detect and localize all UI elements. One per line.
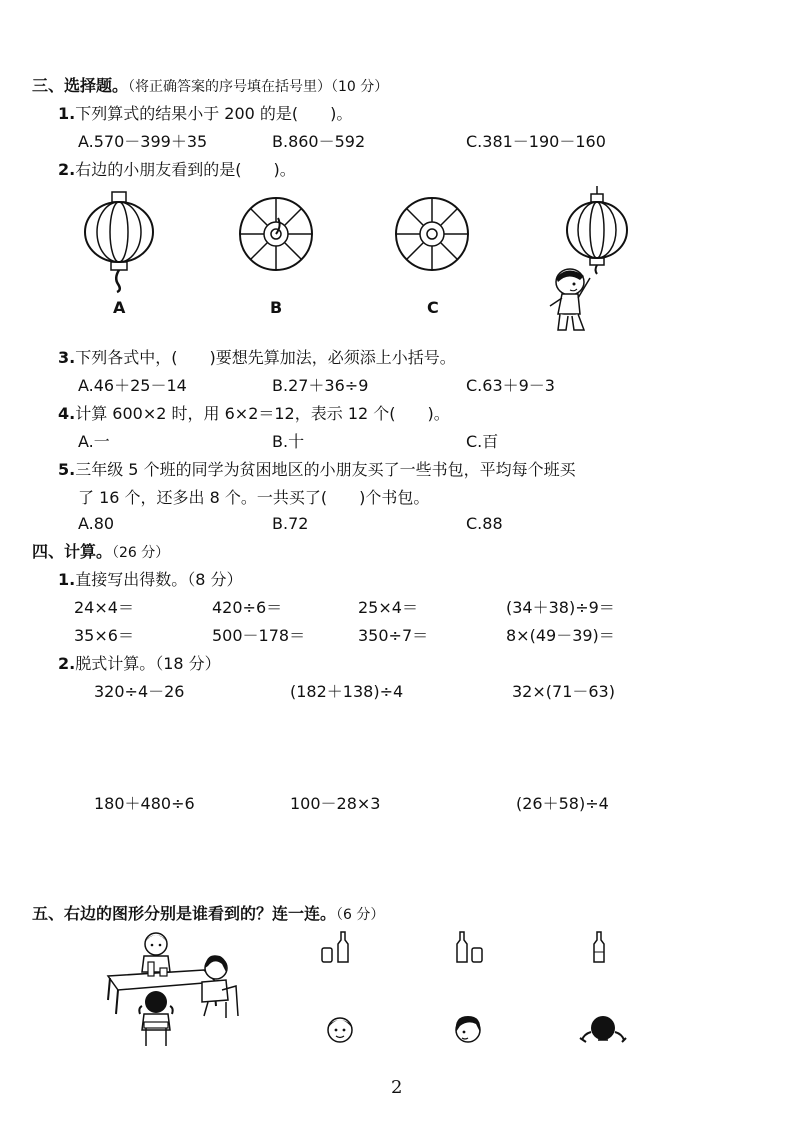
p1-item: 500－178＝ [212, 626, 306, 645]
girl-head-side [452, 1012, 484, 1046]
p2-item: 320÷4－26 [94, 682, 185, 701]
q2-number: 2. [58, 160, 76, 179]
q5-option-c: C.88 [466, 514, 503, 533]
section3-title: 三、选择题。 [32, 76, 129, 95]
p1-item: 24×4＝ [74, 598, 134, 617]
q5-text-line1: 三年级 5 个班的同学为贫困地区的小朋友买了一些书包，平均每个班买 [75, 460, 576, 479]
p2-item: 180＋480÷6 [94, 794, 195, 813]
table-scene-illustration [104, 930, 244, 1048]
q4-stem [58, 404, 450, 424]
q2-label-c: C [427, 298, 439, 317]
boy-head [325, 1012, 355, 1046]
q3-text: 下列各式中，( )要想先算加法，必须添上小括号。 [75, 348, 456, 367]
section3-note: （将正确答案的序号填在括号里）（10 分） [128, 79, 389, 95]
q2-text: 右边的小朋友看到的是( )。 [75, 160, 296, 179]
view-bottle-left-cup-right [454, 930, 486, 964]
section5-title: 五、右边的图形分别是谁看到的？连一连。 [32, 904, 337, 923]
p2-title: 脱式计算。（18 分） [75, 654, 221, 673]
section3-heading [32, 76, 388, 97]
p1-item: 35×6＝ [74, 626, 134, 645]
lantern-top-view-c [394, 196, 470, 272]
q4-option-c: C.百 [466, 432, 499, 451]
p2-item: 100－28×3 [290, 794, 381, 813]
q5-option-b: B.72 [272, 514, 309, 533]
q2-stem [58, 160, 296, 180]
p1-item: (34＋38)÷9＝ [506, 598, 615, 617]
q4-text: 计算 600×2 时，用 6×2＝12，表示 12 个( )。 [75, 404, 450, 423]
q1-option-a: A.570－399＋35 [78, 132, 208, 151]
p1-item: 25×4＝ [358, 598, 418, 617]
q1-option-c: C.381－190－160 [466, 132, 606, 151]
q3-option-a: A.46＋25－14 [78, 376, 187, 395]
girl-head-back-with-pigtails [578, 1012, 628, 1046]
q3-number: 3. [58, 348, 76, 367]
section4-title: 四、计算。 [32, 542, 113, 561]
lantern-bottom-view-b [238, 196, 314, 272]
p1-title: 直接写出得数。（8 分） [75, 570, 243, 589]
q3-option-b: B.27＋36÷9 [272, 376, 369, 395]
section4-heading [32, 542, 169, 563]
p2-item: (182＋138)÷4 [290, 682, 404, 701]
q4-number: 4. [58, 404, 76, 423]
section5-heading [32, 904, 384, 925]
q2-label-a: A [113, 298, 126, 317]
view-cup-left-bottle-right [320, 930, 352, 964]
q5-option-a: A.80 [78, 514, 115, 533]
q4-option-a: A.一 [78, 432, 110, 451]
section4-note: （26 分） [112, 545, 170, 561]
lantern-side-view-a [80, 192, 160, 292]
q2-label-b: B [270, 298, 283, 317]
p1-item: 8×(49－39)＝ [506, 626, 615, 645]
q5-stem-line2: 了 16 个，还多出 8 个。一共买了( )个书包。 [78, 488, 430, 507]
q1-option-b: B.860－592 [272, 132, 366, 151]
q5-number: 5. [58, 460, 76, 479]
p2-item: (26＋58)÷4 [516, 794, 609, 813]
p1-item: 350÷7＝ [358, 626, 429, 645]
p2-item: 32×(71－63) [512, 682, 615, 701]
q4-option-b: B.十 [272, 432, 305, 451]
p2-number: 2. [58, 654, 76, 673]
section5-note: （6 分） [336, 907, 385, 923]
q3-stem [58, 348, 456, 368]
view-bottle-only [590, 930, 610, 964]
q1-stem [58, 104, 352, 124]
p1-number: 1. [58, 570, 76, 589]
p1-heading [58, 570, 243, 590]
q5-stem-line1 [58, 460, 576, 480]
page-number: 2 [391, 1077, 403, 1098]
q3-option-c: C.63＋9－3 [466, 376, 555, 395]
q1-number: 1. [58, 104, 76, 123]
p1-item: 420÷6＝ [212, 598, 283, 617]
child-looking-at-lantern [540, 186, 630, 336]
p2-heading [58, 654, 221, 674]
q1-text: 下列算式的结果小于 200 的是( )。 [75, 104, 353, 123]
